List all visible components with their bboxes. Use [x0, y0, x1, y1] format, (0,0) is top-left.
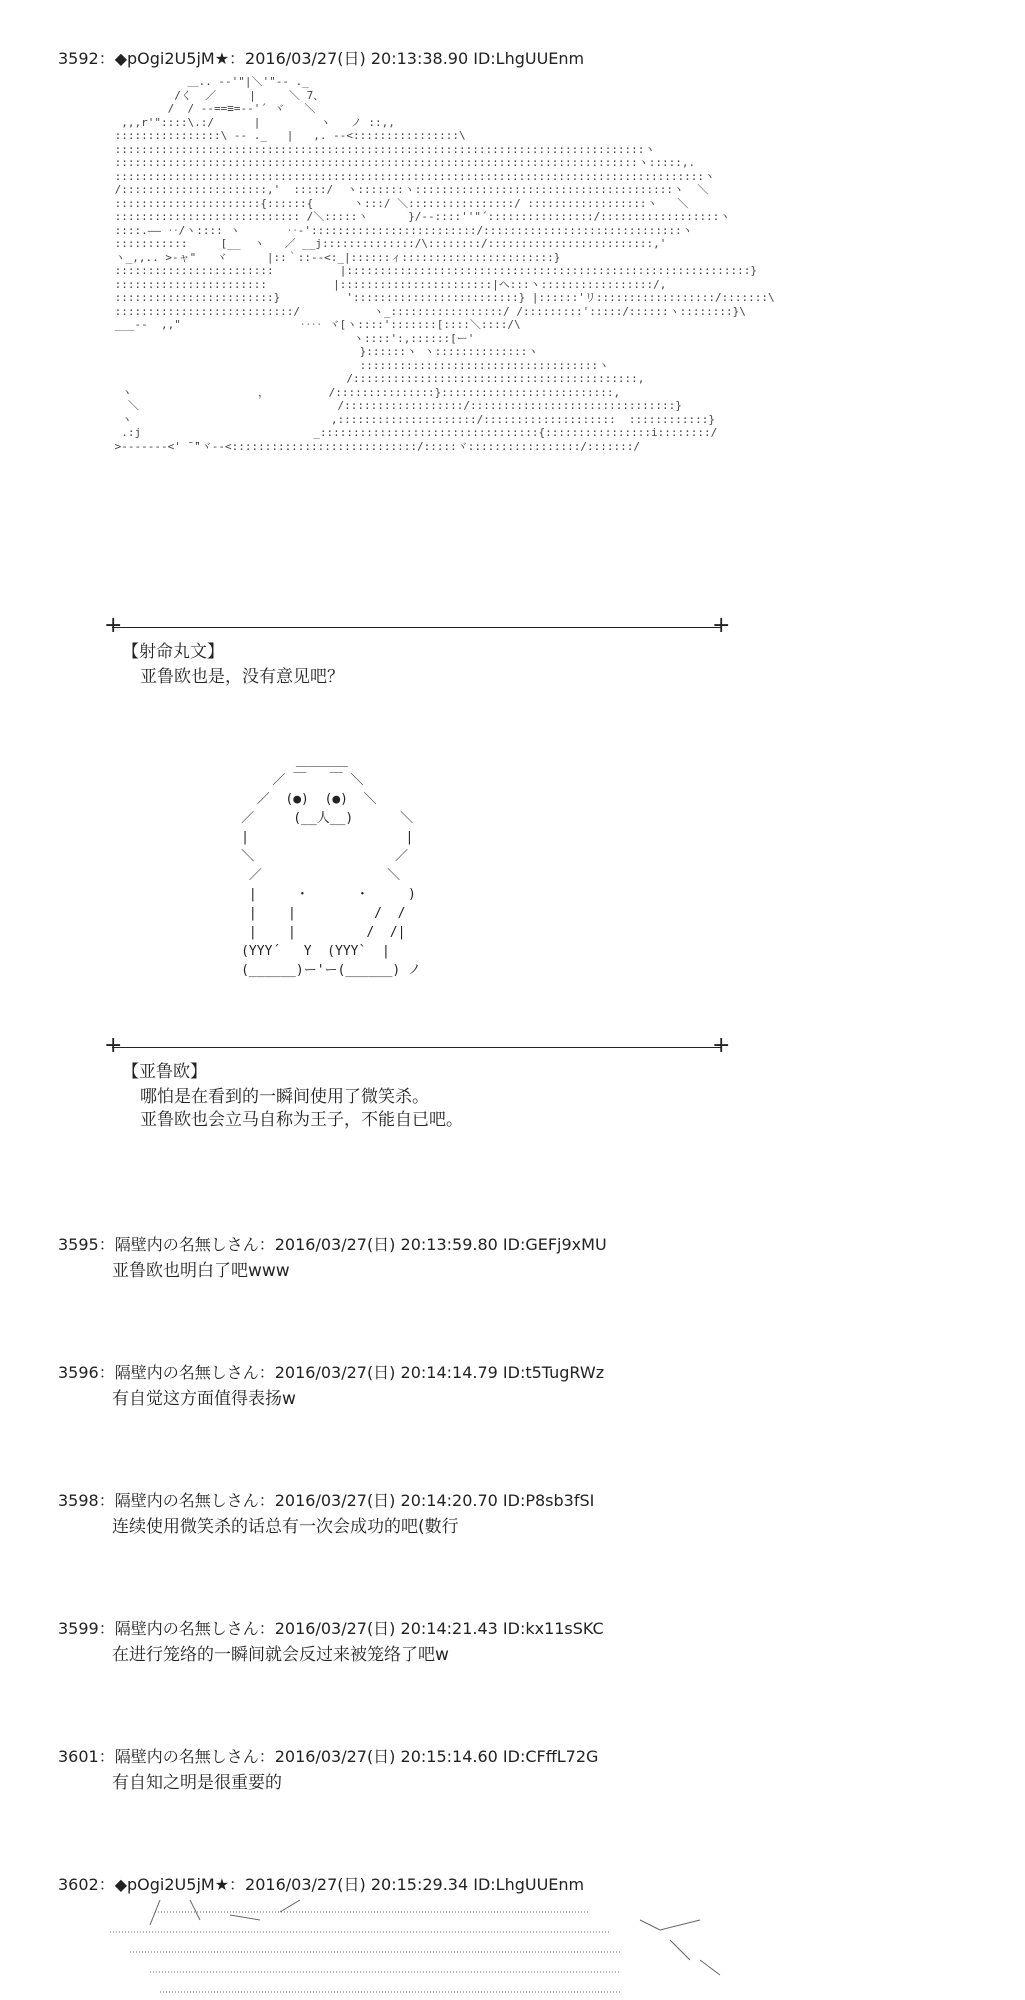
- plus-icon: +: [104, 1033, 123, 1058]
- plus-icon: +: [104, 613, 123, 638]
- post-text: 有自知之明是很重要的: [112, 1773, 282, 1793]
- post-header: 3599：隔壁内の名無しさん：2016/03/27(日) 20:14:21.43 ID:kx11sSKC: [58, 1619, 604, 1638]
- post-header: 3598：隔壁内の名無しさん：2016/03/27(日) 20:14:20.70 ID:P8sb3fSI: [58, 1491, 595, 1510]
- post-text: 亚鲁欧也明白了吧www: [112, 1261, 290, 1281]
- crow-ascii-art: ＿.. -‐'"|＼'"‐- ._ /く ／ | ＼ 7、 / / ‐‐==≡=‐‐'´ ヾ ＼ ,,,r'"::::\.:/ | ヽ ノ ::,, ::::::::::::::::\ ‐- ._ | ,. -‐<::::::::::::::::\ ::::::::::::::::::::::::::::::::::::::::::::::::::::::::::::::::::::::::::::::::ヽ :::::::::::::::::::::::::::::::::::::::::::::::::::::::::::::::::::::::::::::::ヽ:::::,. :::::::::::::::::::::::::::::::::::::::::::::::::::::::::::::::::::::::::::::::::::::::::ヽ /::::::::::::::::::::::,' :::::/ ヽ:::::::ヽ:::::::::::::::::::::::::::::::::::::::ヽ ＼ ::::::::::::::::::::::{::::::{ ヽ:::/ ＼::::::::::::::::/ ::::::::::::::::::ヽ ＼ :::::::::::::::::::::::::::: /＼:::::ヽ }/--::::''"´::::::::::::::::/::::::::::::::::::ヽ ::::.―― ‥/ヽ:::: ヽ ‥‐':::::::::::::::::::::::::/::::::::::::::::::::::::::::::ヽ ::::::::::: [__ ヽ ／ __j::::::::::::::/\::::::::/:::::::::::::::::::::::::,' ヽ_,,.. >‐ャ" ヾ |::｀::‐‐<:_|::::::ィ:::::::::::::::::::::::} :::::::::::::::::::::::: |:::::::::::::::::::::::::::::::::::::::::::::::::::::::::::::} ::::::::::::::::::::::: |:::::::::::::::::::::::|ヘ:::ヽ:::::::::::::::::/, ::::::::::::::::::::::::} ':::::::::::::::::::::::::} |::::::'リ::::::::::::::::::/:::::::\ :::::::::::::::::::::::::::/ ヽ_:::::::::::::::::/ /:::::::::':::::/::::::ヽ::::::::}\ ___-- ,," ‥‥ ヾ[ヽ::::':::::::[::::＼::::/\ ヽ::::':,::::::[ー' }::::::ヽ ヽ::::::::::::::ヽ ::::::::::::::::::::::::::::::::::::ヽ /:::::::::::::::::::::::::::::::::::::::::::, ヽ ， /:::::::::::::::}::::::::::::::::::::::::::, ＼ /::::::::::::::::::/:::::::::::::::::::::::::::::::} ヽ ,:::::::::::::::::::::/:::::::::::::::::::: ::::::::::::} .:j _:::::::::::::::::::::::::::::::::{::::::::::::::::i::::::::/ >‐‐‐‐‐‐‐<' ̄ ̄"ヾ‐‐<::::::::::::::::::::::::::::/:::::ヾ:::::::::::::::::/:::::::/: [114, 75, 775, 453]
- speaker-name: 【亚鲁欧】: [122, 1062, 207, 1082]
- post-header: 3595：隔壁内の名無しさん：2016/03/27(日) 20:13:59.80 ID:GEFj9xMU: [58, 1235, 607, 1254]
- post-header: 3596：隔壁内の名無しさん：2016/03/27(日) 20:14:14.79 ID:t5TugRWz: [58, 1363, 605, 1382]
- post-text: 有自觉这方面值得表扬w: [112, 1389, 296, 1409]
- post-header: 3592：◆pOgi2U5jM★：2016/03/27(日) 20:13:38.90 ID:LhgUUEnm: [58, 49, 585, 68]
- dialogue-line: 亚鲁欧也会立马自称为王子，不能自已吧。: [140, 1110, 463, 1130]
- divider-line: [112, 1047, 722, 1048]
- plus-icon: +: [712, 613, 731, 638]
- partial-ascii-art: [100, 1900, 740, 2000]
- post-header: 3601：隔壁内の名無しさん：2016/03/27(日) 20:15:14.60 ID:CFffL72G: [58, 1747, 599, 1766]
- plus-icon: +: [712, 1033, 731, 1058]
- post-text: 在进行笼络的一瞬间就会反过来被笼络了吧w: [112, 1645, 449, 1665]
- dialogue-line: 亚鲁欧也是，没有意见吧？: [140, 667, 344, 687]
- cat-ascii-art: ＿＿＿＿ ／ ￣ ￣ ＼ ／ (●) (●) ＼ ／ (__人__) ＼ | | ＼ ／ ／ ＼ | ・ ・ ) | | / / | | / /| (YYY´ Y (YYY` | (______)ー'ー(______) ノ: [241, 754, 421, 978]
- post-header: 3602：◆pOgi2U5jM★：2016/03/27(日) 20:15:29.34 ID:LhgUUEnm: [58, 1875, 585, 1894]
- post-text: 连续使用微笑杀的话总有一次会成功的吧(數行: [112, 1517, 459, 1537]
- dialogue-line: 哪怕是在看到的一瞬间使用了微笑杀。: [140, 1087, 429, 1107]
- speaker-name: 【射命丸文】: [122, 642, 224, 662]
- divider-line: [112, 627, 722, 628]
